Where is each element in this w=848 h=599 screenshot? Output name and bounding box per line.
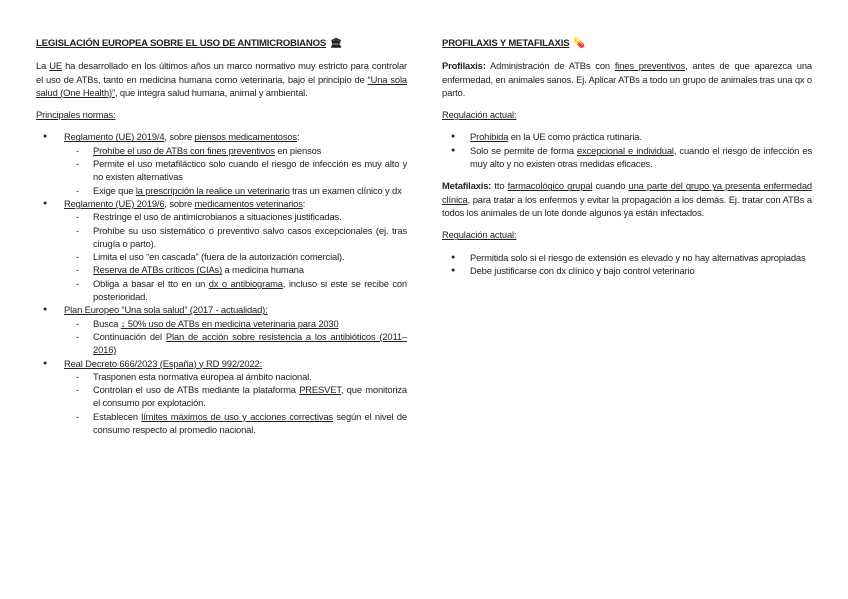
list-item: ● Permitida solo si el riesgo de extensión es elevado y no hay alternativas apropiadas [442, 251, 812, 264]
list-item: - Establecen límites máximos de uso y acciones correctivas según el nivel de consumo respecto al promedio nacional. [64, 410, 407, 437]
pill-icon: 💊 [573, 38, 586, 49]
list-item: - Reserva de ATBs críticos (CIAs) a medicina humana [64, 263, 407, 276]
list-item: - Prohíbe el uso de ATBs con fines preventivos en piensos [64, 144, 407, 157]
list-item: - Restringe el uso de antimicrobianos a situaciones justificadas. [64, 210, 407, 223]
norma-title: Reglamento (UE) 2019/6 [64, 197, 165, 209]
left-section-title [36, 37, 407, 50]
list-item: - Obliga a basar el tto en un dx o antibiograma, incluso si este se recibe con posterioridad. [64, 277, 407, 304]
list-item: - Prohíbe su uso sistemático o preventivo salvo casos excepcionales (ej. tras cirugía o parto). [64, 224, 407, 251]
norma-title: Plan Europeo “Una sola salud” (2017 - actualidad): [64, 304, 268, 316]
list-item: - Trasponen esta normativa europea al ámbito nacional. [64, 370, 407, 383]
list-item-reglamento-2019-4: ● Reglamento (UE) 2019/4, sobre piensos medicamentosos: - Prohíbe el uso de ATBs con fines preventivos en piensos - Permite el uso metafiláctico solo cuando el riesgo de infección es muy alto y no existen alternativas - Exige que la prescripción la realice un veterinario tras un examen clínico y dx [36, 130, 407, 196]
right-title-text: PROFILAXIS Y METAFILAXIS [442, 38, 570, 49]
ue-term: UE [49, 60, 62, 72]
right-column [442, 37, 812, 286]
list-item-reglamento-2019-6: ● Reglamento (UE) 2019/6, sobre medicamentos veterinarios: - Restringe el uso de antimicrobianos a situaciones justificadas. - Prohíbe su uso sistemático o preventivo salvo casos excepcionales (ej. tras cirugía o parto). - Limita el uso “en cascada” (fuera de la autorización comercial). - Reserva de ATBs críticos (CIAs) a medicina humana - Obliga a basar el tto en un dx o antibiograma, incluso si este se recibe con posterioridad. [36, 197, 407, 303]
list-item: - Limita el uso “en cascada” (fuera de la autorización comercial). [64, 250, 407, 263]
list-item: ● Solo se permite de forma excepcional e individual, cuando el riesgo de infección es muy alto y no existen otras medidas eficaces. [442, 144, 812, 171]
one-health-term: “Una sola salud (One Health)” [36, 73, 407, 98]
classical-building-icon: 🏛 [330, 38, 343, 49]
list-item: ● Debe justificarse con dx clínico y bajo control veterinario [442, 264, 812, 277]
regulacion-metafilaxis-list [442, 251, 812, 278]
regulacion-label: Regulación actual: [442, 109, 517, 121]
left-column [36, 37, 407, 436]
list-item: - Exige que la prescripción la realice un veterinario tras un examen clínico y dx [64, 184, 407, 197]
profilaxis-paragraph: Profilaxis: Administración de ATBs con fines preventivos, antes de que aparezca una enfermedad, en animales sanos. Ej. Aplicar ATBs a todo un grupo de animales tras una qx o parto. [442, 60, 812, 98]
norma-title: Reglamento (UE) 2019/4 [64, 131, 165, 143]
right-section-title [442, 37, 812, 50]
left-title-text: LEGISLACIÓN EUROPEA SOBRE EL USO DE ANTIMICROBIANOS [36, 38, 327, 49]
list-item: - Continuación del Plan de acción sobre resistencia a los antibióticos (2011–2016) [64, 330, 407, 357]
principales-normas-label: Principales normas: [36, 109, 116, 121]
norma-title: Real Decreto 666/2023 (España) y RD 992/2022: [64, 357, 263, 369]
list-item: - Controlan el uso de ATBs mediante la plataforma PRESVET, que monitoriza el consumo por explotación. [64, 383, 407, 410]
regulacion-label: Regulación actual: [442, 229, 517, 241]
list-item-real-decreto [36, 357, 407, 437]
metafilaxis-paragraph: Metafilaxis: tto farmacológico grupal cuando una parte del grupo ya presenta enfermedad clínica, para tratar a los enfermos y evitar la propagación a los demás. Ej. tratar con ATBs a todos los animales de un lote donde algunos ya están infectados. [442, 180, 812, 218]
normas-list [36, 130, 407, 436]
list-item: ● Prohibida en la UE como práctica rutinaria. [442, 130, 812, 143]
list-item: - Busca ↓ 50% uso de ATBs en medicina veterinaria para 2030 [64, 317, 407, 330]
list-item-plan-europeo [36, 303, 407, 356]
regulacion-profilaxis-list [442, 130, 812, 170]
intro-paragraph: La UE ha desarrollado en los últimos años un marco normativo muy estricto para controlar el uso de ATBs, tanto en medicina humana como veterinaria, bajo el principio de “Una sola salud (One Health)”, que integra salud humana, animal y ambiental. [36, 60, 407, 98]
list-item: - Permite el uso metafiláctico solo cuando el riesgo de infección es muy alto y no existen alternativas [64, 157, 407, 184]
